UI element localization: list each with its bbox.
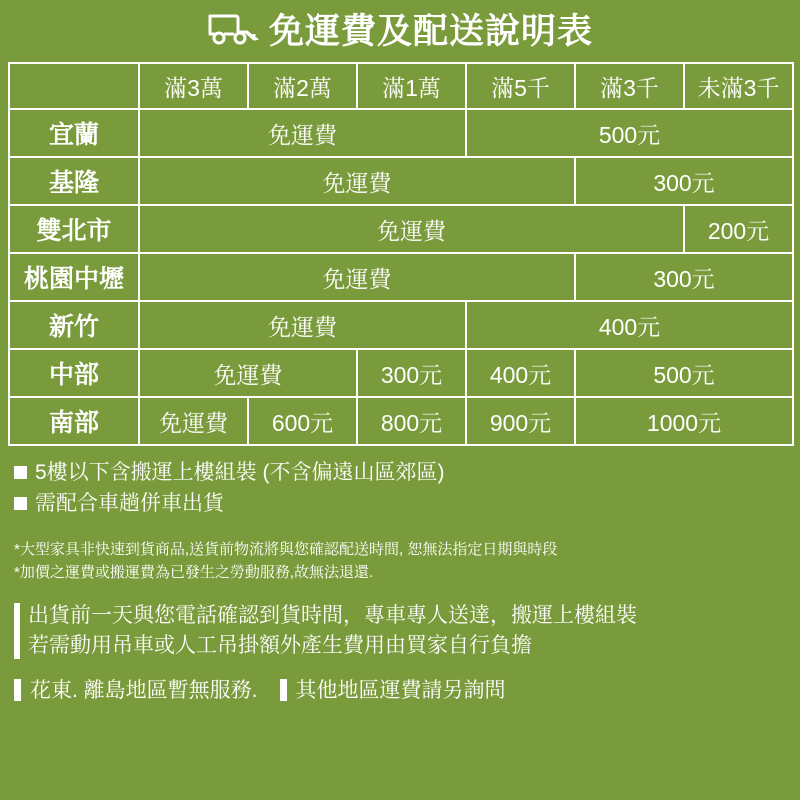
note-text: 需配合車趟併車出貨 (35, 492, 224, 515)
table-header-cell: 滿5千 (466, 63, 575, 109)
truck-icon (207, 10, 259, 53)
table-row (9, 253, 793, 301)
table-cell: 1000元 (575, 397, 793, 445)
table-cell: 免運費 (139, 397, 248, 445)
table-cell: 免運費 (139, 253, 575, 301)
bar-bullet-icon (14, 679, 21, 701)
table-header-row (9, 63, 793, 109)
table-row (9, 349, 793, 397)
table-cell: 免運費 (139, 157, 575, 205)
fee-table-wrapper (0, 62, 800, 446)
list-item (14, 462, 800, 483)
table-cell: 300元 (575, 253, 793, 301)
table-row (9, 205, 793, 253)
table-header-cell: 滿2萬 (248, 63, 357, 109)
bullet-notes (0, 446, 800, 514)
table-row-label: 南部 (9, 397, 139, 445)
table-cell: 400元 (466, 301, 793, 349)
table-cell: 300元 (357, 349, 466, 397)
bottom-note-item (280, 679, 506, 701)
emphasis-line: 出貨前一天與您電話確認到貨時間，專車專人送達，搬運上樓組裝 (28, 603, 637, 627)
table-cell: 900元 (466, 397, 575, 445)
page-title: 免運費及配送說明表 (268, 11, 593, 51)
table-header-cell: 未滿3千 (684, 63, 793, 109)
table-row (9, 109, 793, 157)
table-cell: 600元 (248, 397, 357, 445)
emphasis-line: 若需動用吊車或人工吊掛額外產生費用由買家自行負擔 (28, 633, 532, 657)
disclaimer-line: *大型家具非快速到貨商品,送貨前物流將與您確認配送時間, 恕無法指定日期與時段 (14, 541, 558, 558)
table-cell: 200元 (684, 205, 793, 253)
table-row (9, 397, 793, 445)
table-cell: 400元 (466, 349, 575, 397)
note-text: 5樓以下含搬運上樓組裝 (不含偏遠山區郊區) (35, 461, 445, 484)
table-row-label: 桃園中壢 (9, 253, 139, 301)
bottom-note-item (14, 679, 258, 701)
disclaimer-line: *加價之運費或搬運費為已發生之勞動服務,故無法退還. (14, 564, 374, 582)
bottom-note-text: 其他地區運費請另詢問 (295, 678, 506, 702)
table-row-label: 中部 (9, 349, 139, 397)
table-row-label: 宜蘭 (9, 109, 139, 157)
table-row-label: 新竹 (9, 301, 139, 349)
table-cell: 免運費 (139, 349, 357, 397)
table-cell: 800元 (357, 397, 466, 445)
table-header-cell: 滿1萬 (357, 63, 466, 109)
square-bullet-icon (14, 497, 27, 510)
table-cell: 500元 (575, 349, 793, 397)
bottom-notes (14, 679, 800, 701)
disclaimer-notes (0, 524, 800, 585)
table-header-corner (9, 63, 139, 109)
table-cell: 免運費 (139, 205, 684, 253)
table-row-label: 基隆 (9, 157, 139, 205)
emphasis-block (14, 601, 800, 662)
table-row (9, 157, 793, 205)
table-cell: 免運費 (139, 301, 466, 349)
table-header-cell: 滿3千 (575, 63, 684, 109)
bar-bullet-icon (280, 679, 287, 701)
table-cell: 300元 (575, 157, 793, 205)
table-cell: 免運費 (139, 109, 466, 157)
table-row-label: 雙北市 (9, 205, 139, 253)
bottom-note-text: 花東. 離島地區暫無服務. (30, 678, 258, 702)
square-bullet-icon (14, 466, 27, 479)
table-row (9, 301, 793, 349)
list-item (14, 493, 800, 514)
table-cell: 500元 (466, 109, 793, 157)
table-header-cell: 滿3萬 (139, 63, 248, 109)
fee-table (8, 62, 794, 446)
page-header (0, 0, 800, 62)
